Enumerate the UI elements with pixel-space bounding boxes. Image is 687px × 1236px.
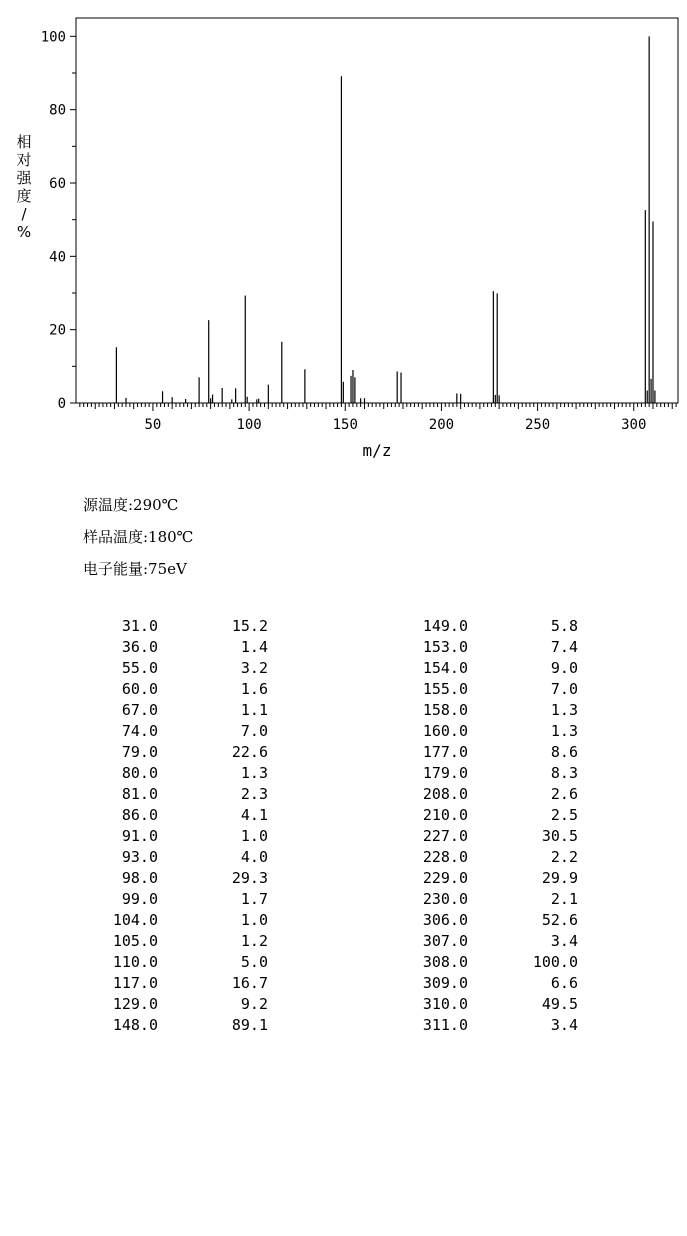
intensity-value: 1.4	[240, 638, 268, 656]
peak-table-row	[408, 805, 578, 826]
intensity-value: 29.3	[231, 869, 268, 887]
mass-spectrum-chart	[0, 0, 687, 470]
mz-value: 86.0	[121, 806, 158, 824]
mz-value: 155.0	[422, 680, 468, 698]
x-axis-title: m/z	[362, 441, 392, 460]
intensity-value: 22.6	[231, 743, 268, 761]
peak-table-row	[408, 742, 578, 763]
mz-value: 308.0	[422, 953, 468, 971]
intensity-value: 8.6	[550, 743, 578, 761]
peak-table-row	[98, 847, 268, 868]
intensity-value: 9.0	[550, 659, 578, 677]
peak-table-row	[98, 784, 268, 805]
intensity-value: 3.4	[550, 1016, 578, 1034]
y-axis	[41, 29, 76, 412]
peak-table-row	[408, 658, 578, 679]
peak-table-row	[408, 973, 578, 994]
intensity-value: 1.0	[240, 827, 268, 845]
mz-value: 129.0	[112, 995, 158, 1013]
peak-table-row	[98, 826, 268, 847]
peak-table-row	[98, 994, 268, 1015]
peak-table-row	[408, 784, 578, 805]
intensity-value: 7.4	[550, 638, 578, 656]
source-temperature: 源温度:290℃	[83, 496, 179, 514]
peak-table-row	[408, 721, 578, 742]
y-tick-label: 0	[57, 396, 66, 412]
x-tick-label: 300	[621, 417, 647, 433]
intensity-value: 15.2	[231, 617, 268, 635]
x-tick-label: 100	[236, 417, 262, 433]
mz-value: 311.0	[422, 1016, 468, 1034]
intensity-value: 30.5	[541, 827, 578, 845]
peak-table-row	[408, 868, 578, 889]
peak-table-row	[408, 1015, 578, 1036]
mz-value: 79.0	[121, 743, 158, 761]
peak-table-row	[98, 742, 268, 763]
mz-value: 117.0	[112, 974, 158, 992]
intensity-value: 1.3	[550, 722, 578, 740]
intensity-value: 2.3	[240, 785, 268, 803]
mz-value: 98.0	[121, 869, 158, 887]
peak-table-row	[408, 679, 578, 700]
peak-table-row	[408, 700, 578, 721]
intensity-value: 52.6	[541, 911, 578, 929]
peak-table-row	[98, 616, 268, 637]
mz-value: 158.0	[422, 701, 468, 719]
x-tick-label: 200	[428, 417, 455, 433]
x-axis	[80, 403, 676, 433]
mz-value: 307.0	[422, 932, 468, 950]
peak-table-row	[98, 763, 268, 784]
mz-value: 160.0	[422, 722, 468, 740]
intensity-value: 7.0	[550, 680, 578, 698]
peak-table-row	[98, 721, 268, 742]
mz-value: 80.0	[121, 764, 158, 782]
peak-table-right	[408, 616, 578, 1036]
mz-value: 310.0	[422, 995, 468, 1013]
x-tick-label: 50	[144, 417, 162, 433]
mz-value: 179.0	[422, 764, 468, 782]
peak-table-row	[98, 910, 268, 931]
intensity-value: 1.0	[240, 911, 268, 929]
mz-value: 105.0	[112, 932, 158, 950]
plot-frame	[76, 18, 678, 403]
mz-value: 306.0	[422, 911, 468, 929]
peak-table-row	[408, 931, 578, 952]
intensity-value: 2.5	[550, 806, 578, 824]
peak-table-row	[408, 952, 578, 973]
intensity-value: 2.2	[550, 848, 578, 866]
peak-table-left	[98, 616, 268, 1036]
mz-value: 36.0	[121, 638, 158, 656]
intensity-value: 16.7	[231, 974, 268, 992]
intensity-value: 3.2	[240, 659, 268, 677]
peak-bars	[116, 36, 655, 403]
peak-table-row	[408, 616, 578, 637]
peak-table-row	[408, 826, 578, 847]
peak-table-row	[98, 805, 268, 826]
mz-value: 309.0	[422, 974, 468, 992]
intensity-value: 1.1	[240, 701, 268, 719]
intensity-value: 8.3	[550, 764, 578, 782]
peak-table-row	[98, 973, 268, 994]
mz-value: 154.0	[422, 659, 468, 677]
mz-value: 81.0	[121, 785, 158, 803]
peak-table-row	[98, 952, 268, 973]
peak-table-row	[408, 847, 578, 868]
mz-value: 229.0	[422, 869, 468, 887]
peak-table-row	[408, 637, 578, 658]
x-tick-label: 250	[524, 417, 551, 433]
peak-table-row	[98, 679, 268, 700]
x-tick-label: 150	[332, 417, 358, 433]
peak-table-row	[98, 637, 268, 658]
mz-value: 93.0	[121, 848, 158, 866]
mz-value: 91.0	[121, 827, 158, 845]
intensity-value: 29.9	[541, 869, 578, 887]
mz-value: 153.0	[422, 638, 468, 656]
peak-table-row	[98, 1015, 268, 1036]
sample-temperature: 样品温度:180℃	[83, 528, 194, 546]
intensity-value: 2.1	[550, 890, 578, 908]
electron-energy: 电子能量:75eV	[83, 560, 187, 578]
mz-value: 99.0	[121, 890, 158, 908]
mz-value: 230.0	[422, 890, 468, 908]
mz-value: 208.0	[422, 785, 468, 803]
y-tick-label: 60	[49, 176, 66, 192]
intensity-value: 1.7	[240, 890, 268, 908]
intensity-value: 1.6	[240, 680, 268, 698]
intensity-value: 89.1	[231, 1016, 268, 1034]
mz-value: 177.0	[422, 743, 468, 761]
mz-value: 148.0	[112, 1016, 158, 1034]
peak-table-row	[98, 868, 268, 889]
y-tick-label: 20	[49, 322, 66, 339]
mz-value: 149.0	[422, 617, 468, 635]
intensity-value: 7.0	[240, 722, 268, 740]
peak-table-row	[408, 889, 578, 910]
y-axis-title: 相对强度/ %	[16, 133, 32, 241]
intensity-value: 5.8	[550, 617, 578, 635]
intensity-value: 1.3	[240, 764, 268, 782]
y-tick-label: 100	[40, 29, 66, 46]
peak-table-row	[408, 910, 578, 931]
peak-table-row	[98, 931, 268, 952]
mz-value: 104.0	[112, 911, 158, 929]
y-tick-label: 80	[49, 102, 66, 119]
mz-value: 74.0	[121, 722, 158, 740]
mz-value: 55.0	[121, 659, 158, 677]
peak-table-row	[98, 658, 268, 679]
intensity-value: 1.2	[240, 932, 268, 950]
intensity-value: 4.1	[240, 806, 268, 824]
intensity-value: 5.0	[240, 953, 268, 971]
mz-value: 67.0	[121, 701, 158, 719]
intensity-value: 3.4	[550, 932, 578, 950]
y-tick-label: 40	[49, 249, 66, 266]
peak-table-row	[408, 763, 578, 784]
peak-table-row	[98, 700, 268, 721]
mz-value: 110.0	[112, 953, 158, 971]
peak-table-row	[408, 994, 578, 1015]
peak-table-row	[98, 889, 268, 910]
intensity-value: 100.0	[532, 953, 578, 971]
intensity-value: 9.2	[240, 995, 268, 1013]
mz-value: 60.0	[121, 680, 158, 698]
mz-value: 228.0	[422, 848, 468, 866]
intensity-value: 6.6	[550, 974, 578, 992]
intensity-value: 1.3	[550, 701, 578, 719]
intensity-value: 4.0	[240, 848, 268, 866]
intensity-value: 49.5	[541, 995, 578, 1013]
mz-value: 31.0	[121, 617, 158, 635]
mz-value: 210.0	[422, 806, 468, 824]
mz-value: 227.0	[422, 827, 468, 845]
intensity-value: 2.6	[550, 785, 578, 803]
